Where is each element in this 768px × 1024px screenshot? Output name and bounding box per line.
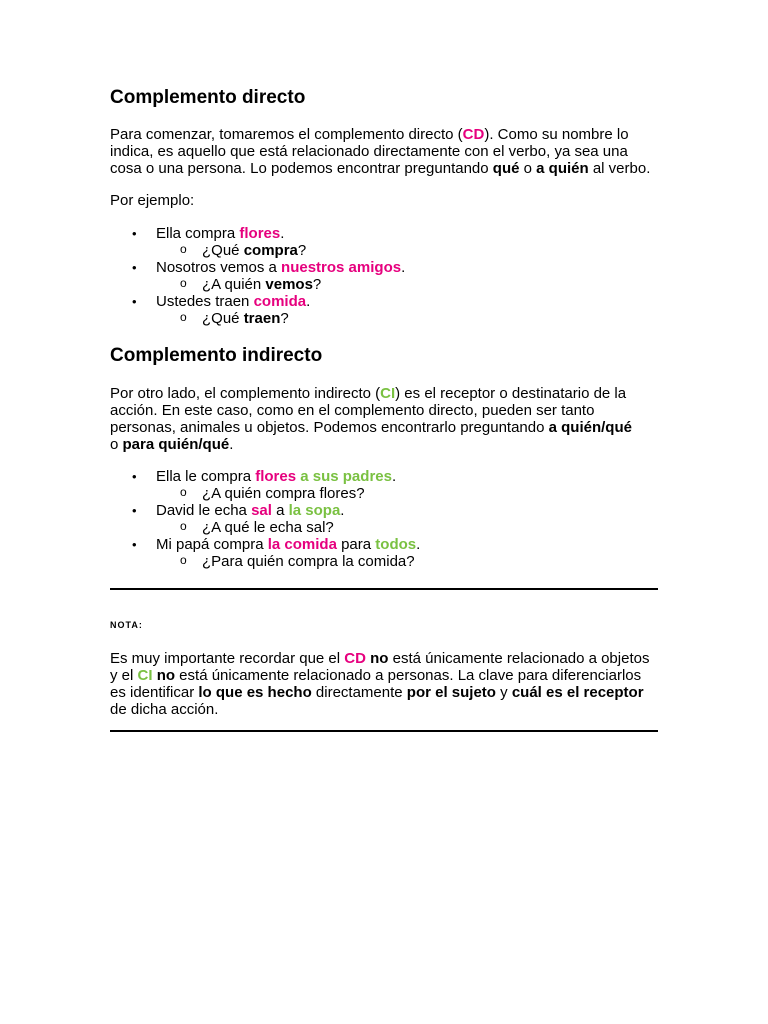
ci-abbrev: CI <box>380 385 396 402</box>
cd-examples-list <box>110 225 658 327</box>
por-ejemplo-text: Por ejemplo: <box>110 192 195 209</box>
ci-intro-paragraph: Por otro lado, el complemento indirecto (CI) es el receptor o destinatario de la acción. En este caso, como en el complemento directo, pueden ser tanto personas, animales u objetos. Podemos encontrarlo preguntando a quién/qué o para quién/qué. <box>110 385 632 453</box>
heading-complemento-indirecto: Complemento indirecto <box>110 345 323 366</box>
list-subitem: o ¿Para quién compra la comida? <box>110 553 658 570</box>
list-item: • Ustedes traen comida. <box>110 293 658 310</box>
list-subitem: o ¿Qué compra? <box>110 242 658 259</box>
list-item: • Nosotros vemos a nuestros amigos. <box>110 259 658 276</box>
list-item: • Ella compra flores. <box>110 225 658 242</box>
list-item: • Mi papá compra la comida para todos. <box>110 536 658 553</box>
ci-examples-list <box>110 468 658 570</box>
note-paragraph: Es muy importante recordar que el CD no está únicamente relacionado a objetos y el CI no está únicamente relacionado a personas. La clave para diferenciarlos es identificar lo que es hecho directamente por el sujeto y cuál es el receptor de dicha acción. <box>110 650 650 718</box>
heading-complemento-directo: Complemento directo <box>110 87 306 108</box>
list-subitem: o ¿A quién compra flores? <box>110 485 658 502</box>
note-label: NOTA: <box>110 620 143 630</box>
list-item: • David le echa sal a la sopa. <box>110 502 658 519</box>
list-item: • Ella le compra flores a sus padres. <box>110 468 658 485</box>
cd-abbrev: CD <box>462 126 485 143</box>
cd-intro-paragraph: Para comenzar, tomaremos el complemento directo (CD). Como su nombre lo indica, es aquello que está relacionado directamente con el verbo, ya sea una cosa o una persona. Lo podemos encontrar preguntando qué o a quién al verbo. <box>110 126 651 177</box>
list-subitem: o ¿A qué le echa sal? <box>110 519 658 536</box>
list-subitem: o ¿A quién vemos? <box>110 276 658 293</box>
list-subitem: o ¿Qué traen? <box>110 310 658 327</box>
divider-bottom <box>110 730 658 732</box>
divider-top <box>110 588 658 590</box>
